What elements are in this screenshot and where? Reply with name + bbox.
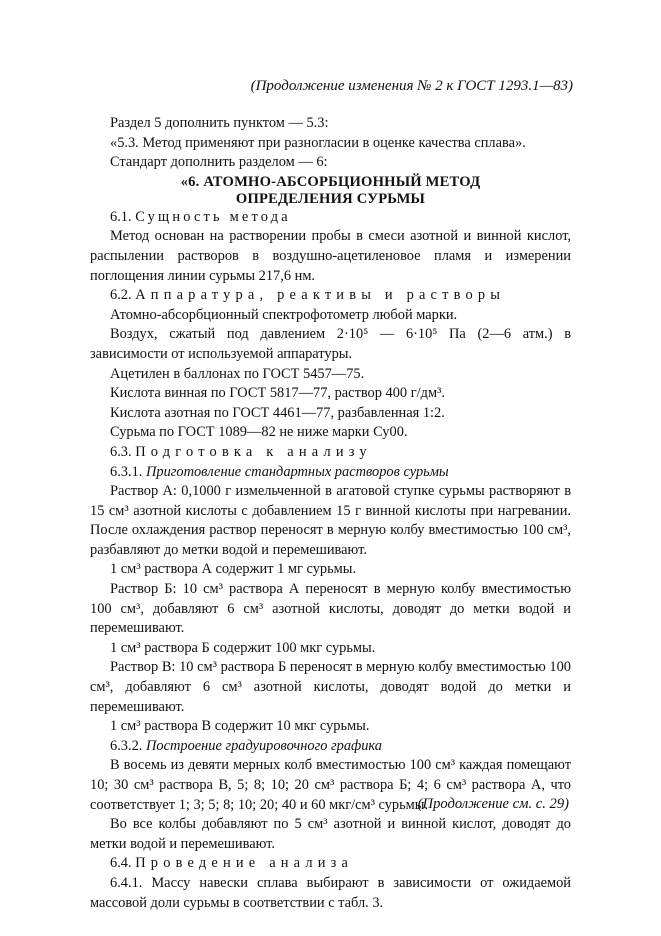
section-title-line1: «6. АТОМНО-АБСОРБЦИОННЫЙ МЕТОД xyxy=(180,173,481,190)
paragraph-6-1: Метод основан на растворении пробы в смеси азотной и винной кислот, распылении растворов в воздушно-ацетиленовое пламя и измерении поглощения линии сурьмы 217,6 нм. xyxy=(90,228,571,284)
section-title-line2: ОПРЕДЕЛЕНИЯ СУРЬМЫ xyxy=(235,190,426,207)
heading-6-3-1-number: 6.3.1. xyxy=(110,463,143,480)
heading-6-3-2-number: 6.3.2. xyxy=(110,737,143,754)
heading-6-1 xyxy=(90,208,571,228)
heading-6-3-2 xyxy=(90,737,571,757)
paragraph-solution-v-content: 1 см³ раствора В содержит 10 мкг сурьмы. xyxy=(110,718,370,735)
paragraph-6-2-nitric-acid: Кислота азотная по ГОСТ 4461—77, разбавленная 1:2. xyxy=(110,404,445,421)
paragraph-solution-b: Раствор Б: 10 см³ раствора А переносят в мерную колбу вместимостью 100 см³, добавляют 6 см³ азотной кислоты, доводят до метки водой и перемешивают. xyxy=(90,581,571,637)
heading-6-3-1 xyxy=(90,463,571,483)
paragraph-6-2-spectrophotometer: Атомно-абсорбционный спектрофотометр любой марки. xyxy=(110,306,458,323)
running-header: (Продолжение изменения № 2 к ГОСТ 1293.1—83) xyxy=(250,78,573,94)
heading-6-2 xyxy=(90,286,571,306)
paragraph-6-2-air: Воздух, сжатый под давлением 2·10⁵ — 6·10⁵ Па (2—6 атм.) в зависимости от используемой аппаратуры. xyxy=(90,326,571,362)
heading-6-3 xyxy=(90,443,571,463)
heading-6-4 xyxy=(90,854,571,874)
heading-6-3-2-text: Построение градуировочного графика xyxy=(146,737,383,754)
heading-6-3-text: Подготовка к анализу xyxy=(135,443,372,460)
paragraph-6-3-2-flasks: В восемь из девяти мерных колб вместимостью 100 см³ каждая помещают 10; 30 см³ раствора В, 5; 8; 10; 20 см³ раствора Б; 4; 6 см³ раствора А, что соответствует 1; 3; 5; 8; 10; 20; 40 и 60 мкг/см³ сурьмы. xyxy=(90,757,571,813)
heading-6-2-text: Аппаратура, реактивы и растворы xyxy=(135,287,506,304)
heading-6-3-number: 6.3. xyxy=(110,443,132,460)
paragraph-solution-a: Раствор А: 0,1000 г измельченной в агатовой ступке сурьмы растворяют в 15 см³ азотной кислоты с добавлением 15 г винной кислоты при нагревании. После охлаждения раствор переносят в мерную колбу вместимостью 100 см³, разбавляют до метки водой и перемешивают. xyxy=(90,483,571,558)
heading-6-4-text: Проведение анализа xyxy=(135,855,354,872)
paragraph-6-2-tartaric-acid: Кислота винная по ГОСТ 5817—77, раствор 400 г/дм³. xyxy=(110,385,445,402)
heading-6-1-text: Сущность метода xyxy=(135,208,291,225)
paragraph-solution-b-content: 1 см³ раствора Б содержит 100 мкг сурьмы. xyxy=(110,639,376,656)
heading-6-4-number: 6.4. xyxy=(110,855,132,872)
paragraph-5-3: «5.3. Метод применяют при разногласии в оценке качества сплава». xyxy=(110,134,526,151)
paragraph-6-2-antimony: Сурьма по ГОСТ 1089—82 не ниже марки Су00. xyxy=(110,424,408,441)
paragraph-section5-add: Раздел 5 дополнить пунктом — 5.3: xyxy=(110,115,329,131)
paragraph-6-2-acetylene: Ацетилен в баллонах по ГОСТ 5457—75. xyxy=(110,365,365,382)
paragraph-6-4-1: 6.4.1. Массу навески сплава выбирают в зависимости от ожидаемой массовой доли сурьмы в соответствии с табл. 3. xyxy=(90,874,571,911)
heading-6-3-1-text: Приготовление стандартных растворов сурьмы xyxy=(146,463,449,480)
continuation-note: (Продолжение см. с. 29) xyxy=(417,796,569,812)
paragraph-solution-a-content: 1 см³ раствора А содержит 1 мг сурьмы. xyxy=(110,561,357,578)
paragraph-solution-v: Раствор В: 10 см³ раствора Б переносят в мерную колбу вместимостью 100 см³, добавляют 6 см³ азотной кислоты, доводят водой до метки и перемешивают. xyxy=(90,659,571,715)
heading-6-2-number: 6.2. xyxy=(110,287,132,304)
paragraph-standard-add: Стандарт дополнить разделом — 6: xyxy=(110,154,328,171)
document-body xyxy=(90,114,571,913)
paragraph-6-3-2-acids: Во все колбы добавляют по 5 см³ азотной и винной кислот, доводят до метки водой и перемешивают. xyxy=(90,816,571,852)
heading-6-1-number: 6.1. xyxy=(110,208,132,225)
